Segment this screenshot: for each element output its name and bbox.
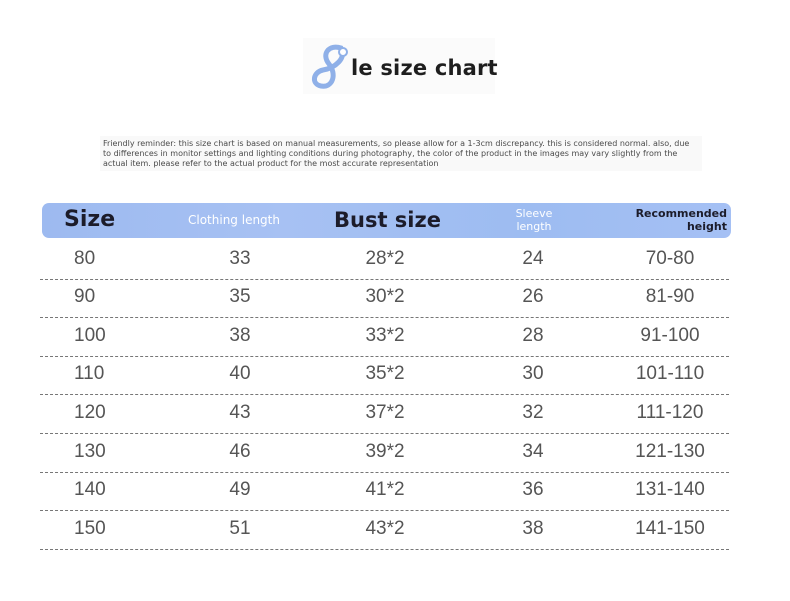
cell-clothing-length: 40 (229, 363, 251, 384)
cell-sleeve-length: 38 (522, 518, 544, 539)
table-row (40, 395, 729, 434)
header-sleeve-length (503, 207, 565, 233)
cell-bust-size: 30*2 (365, 286, 405, 307)
cell-size: 100 (74, 325, 106, 346)
cell-recommended-height: 91-100 (640, 325, 700, 346)
cell-size: 90 (74, 286, 96, 307)
cell-sleeve-length: 34 (522, 441, 544, 462)
cell-clothing-length: 43 (229, 402, 251, 423)
cell-recommended-height: 131-140 (635, 479, 705, 500)
cell-bust-size: 35*2 (365, 363, 405, 384)
page-title: le size chart (351, 56, 498, 80)
header-recommended-line2: height (686, 220, 727, 233)
cell-recommended-height: 141-150 (635, 518, 705, 539)
cell-size: 150 (74, 518, 106, 539)
cell-sleeve-length: 24 (522, 248, 544, 269)
table-row (40, 356, 729, 395)
cell-size: 110 (74, 363, 105, 384)
cell-sleeve-length: 30 (522, 363, 544, 384)
title-banner (303, 38, 498, 94)
header-sleeve-line1: Sleeve (515, 207, 553, 220)
cell-size: 120 (74, 402, 106, 423)
table-row (40, 472, 729, 511)
cell-sleeve-length: 36 (522, 479, 544, 500)
cell-clothing-length: 33 (229, 248, 251, 269)
cell-bust-size: 33*2 (365, 325, 405, 346)
cell-clothing-length: 51 (229, 518, 251, 539)
header-bust-size: Bust size (334, 208, 441, 232)
cell-sleeve-length: 32 (522, 402, 544, 423)
cell-bust-size: 41*2 (365, 479, 405, 500)
cell-recommended-height: 121-130 (635, 441, 705, 462)
header-clothing-length: Clothing length (188, 213, 280, 227)
cell-size: 140 (74, 479, 106, 500)
cell-sleeve-length: 28 (522, 325, 544, 346)
table-row (40, 241, 729, 280)
cell-bust-size: 39*2 (365, 441, 405, 462)
cell-clothing-length: 49 (229, 479, 251, 500)
table-row (40, 279, 729, 318)
header-size: Size (64, 207, 116, 232)
header-recommended-line1: Recommended (635, 207, 727, 220)
table-row (40, 434, 729, 473)
table-header (42, 203, 731, 238)
table-row (40, 318, 729, 357)
cell-clothing-length: 46 (229, 441, 251, 462)
cell-recommended-height: 111-120 (636, 402, 704, 423)
friendly-reminder: Friendly reminder: this size chart is based on manual measurements, so please allow for a 1-3cm discrepancy. this is considered normal. also, due to differences in monitor settings and lighting conditions during photography, the color of the product in the images may vary slightly from the actual item. please refer to the actual product for the most accurate representation (100, 136, 702, 171)
cell-bust-size: 37*2 (365, 402, 405, 423)
cell-bust-size: 28*2 (365, 248, 405, 269)
header-recommended-height (607, 207, 727, 233)
cell-clothing-length: 35 (229, 286, 251, 307)
cell-size: 130 (74, 441, 106, 462)
cell-recommended-height: 81-90 (645, 286, 695, 307)
table-row (40, 511, 729, 550)
cell-sleeve-length: 26 (522, 286, 544, 307)
header-sleeve-line2: length (516, 220, 552, 233)
cell-size: 80 (74, 248, 96, 269)
cell-recommended-height: 101-110 (635, 363, 705, 384)
cell-clothing-length: 38 (229, 325, 251, 346)
cell-recommended-height: 70-80 (645, 248, 695, 269)
cell-bust-size: 43*2 (365, 518, 405, 539)
